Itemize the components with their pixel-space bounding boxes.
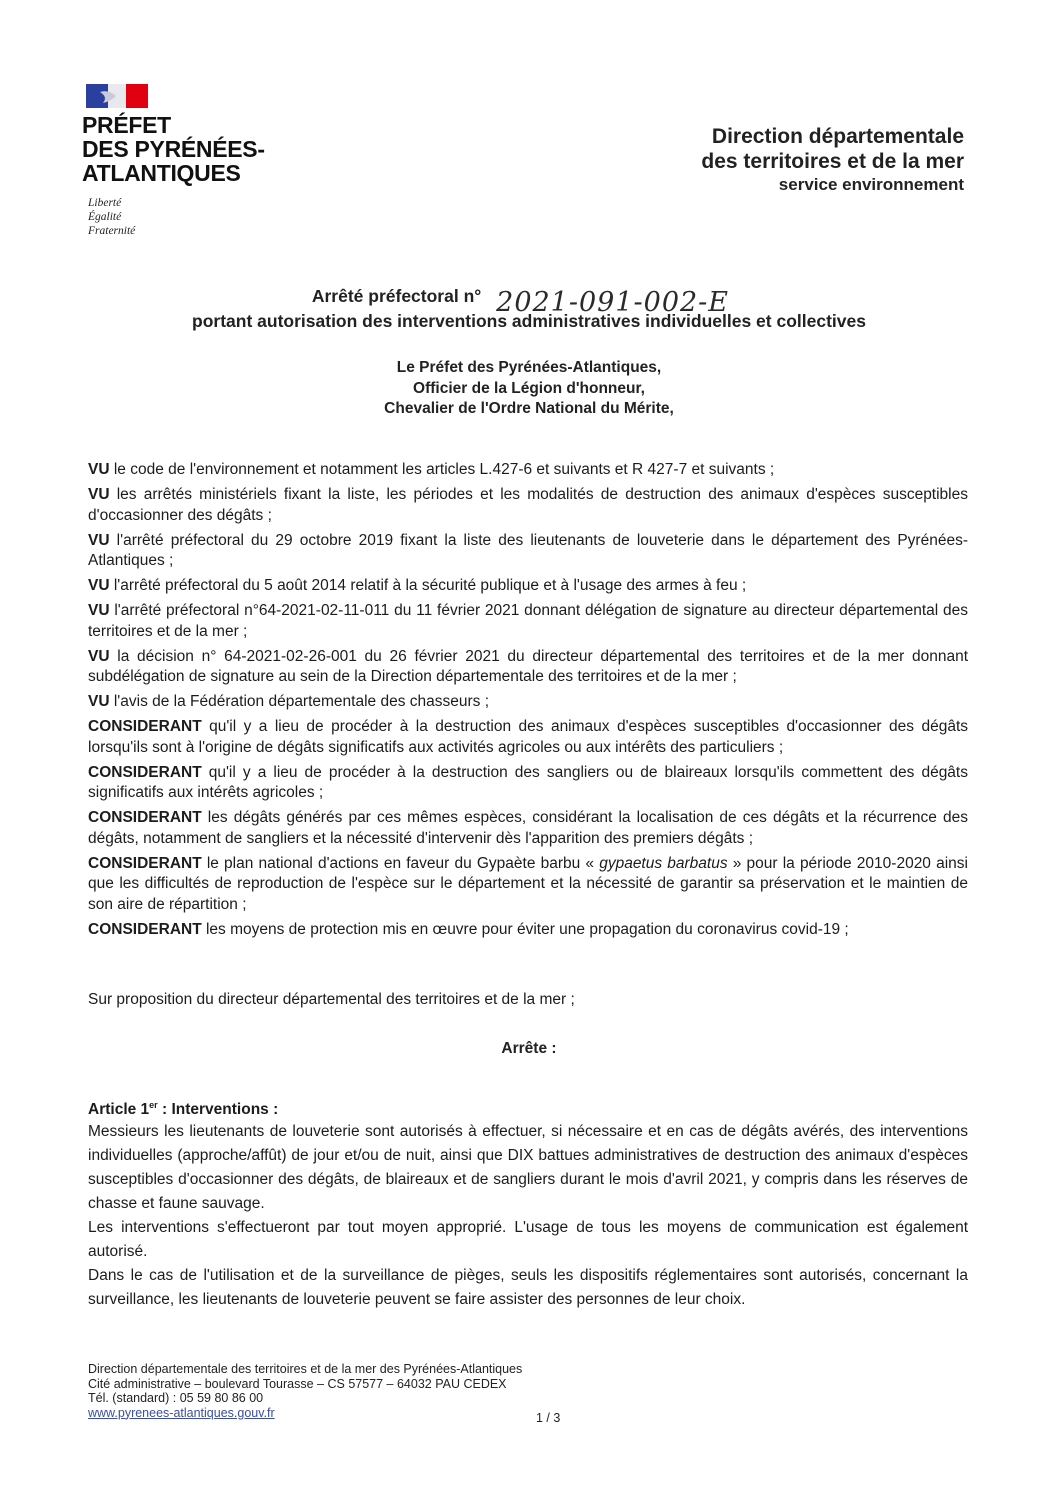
article-1-title: Article 1er : Interventions : <box>88 1100 279 1119</box>
visas-section <box>88 460 968 945</box>
handwritten-arrete-number: 2021-091-002-E <box>496 287 730 318</box>
considerant-paragraph: CONSIDERANT qu'il y a lieu de procéder à la destruction des animaux d'espèces susceptibles d'occasionner des dégâts lorsqu'ils sont à l'origine de dégâts significatifs aux activités agricoles ou aux intérêts des particuliers ; <box>88 718 968 756</box>
considerant-paragraph: CONSIDERANT les moyens de protection mis en œuvre pour éviter une propagation du coronavirus covid-19 ; <box>88 920 849 938</box>
article-paragraph: Dans le cas de l'utilisation et de la surveillance de pièges, seuls les dispositifs réglementaires sont autorisés, concernant la surveillance, les lieutenants de louveterie peuvent se faire assister des personnes de leur choix. <box>88 1267 968 1309</box>
considerant-paragraph: CONSIDERANT les dégâts générés par ces mêmes espèces, considérant la localisation de ces dégâts et la récurrence des dégâts, notamment de sangliers et la nécessité d'intervenir dès l'apparition des premiers dégâts ; <box>88 809 968 847</box>
visa-paragraph: VU le code de l'environnement et notamment les articles L.427-6 et suivants et R 427-7 et suivants ; <box>88 461 775 478</box>
footer-line: Direction départementale des territoires et de la mer des Pyrénées-Atlantiques <box>88 1362 523 1376</box>
motto-line: Fraternité <box>88 225 136 237</box>
visa-paragraph: VU l'arrêté préfectoral du 5 août 2014 relatif à la sécurité publique et à l'usage des armes à feu ; <box>88 577 747 594</box>
prefet-line: Chevalier de l'Ordre National du Mérite, <box>384 400 674 417</box>
page-number: 1 / 3 <box>536 1411 561 1425</box>
republic-motto <box>88 196 135 238</box>
direction-line: des territoires et de la mer <box>701 150 964 173</box>
visa-paragraph: VU l'arrêté préfectoral du 29 octobre 2019 fixant la liste des lieutenants de louveterie dans le département des Pyrénées-Atlantiques ; <box>88 531 968 569</box>
prefet-titles <box>0 358 1058 420</box>
marianne-flag-logo <box>86 84 148 108</box>
visa-paragraph: VU l'avis de la Fédération départementale des chasseurs ; <box>88 693 490 710</box>
visa-paragraph: VU l'arrêté préfectoral n°64-2021-02-11-011 du 11 février 2021 donnant délégation de signature au directeur départemental des territoires et de la mer ; <box>88 602 968 640</box>
document-title <box>0 284 1058 334</box>
considerant-paragraph: CONSIDERANT qu'il y a lieu de procéder à la destruction des sangliers ou de blaireaux lorsqu'ils commettent des dégâts significatifs aux intérêts agricoles ; <box>88 763 968 801</box>
article-1 <box>88 1095 968 1312</box>
prefet-line: Le Préfet des Pyrénées-Atlantiques, <box>396 359 662 376</box>
page-footer <box>88 1362 522 1420</box>
title-prefix: Arrêté préfectoral n° <box>311 286 482 306</box>
arrete-heading: Arrête : <box>501 1040 557 1057</box>
visa-paragraph: VU la décision n° 64-2021-02-26-001 du 26 février 2021 du directeur départemental des territoires et de la mer donnant subdélégation de signature au sein de la Direction départementale des territoires et de la mer ; <box>88 647 968 685</box>
direction-line: Direction départementale <box>711 125 964 148</box>
footer-line: Tél. (standard) : 05 59 80 86 00 <box>88 1391 264 1405</box>
visa-paragraph: VU les arrêtés ministériels fixant la liste, les périodes et les modalités de destruction des animaux d'espèces susceptibles d'occasionner des dégâts ; <box>88 486 968 524</box>
title-subtitle: portant autorisation des interventions administratives individuelles et collectives <box>192 311 866 331</box>
prefet-logo-text <box>82 113 265 185</box>
article-paragraph: Les interventions s'effectueront par tout moyen approprié. L'usage de tous les moyens de communication est également autorisé. <box>88 1219 968 1261</box>
prefet-line: Officier de la Légion d'honneur, <box>413 379 645 397</box>
footer-line: Cité administrative – boulevard Tourasse – CS 57577 – 64032 PAU CEDEX <box>88 1376 507 1391</box>
considerant-paragraph: CONSIDERANT le plan national d'actions en faveur du Gypaète barbu « gypaetus barbatus » pour la période 2010-2020 ainsi que les difficultés de reproduction de l'espèce sur le département et la nécessité de garantir sa préservation et le maintien de son aire de répartition ; <box>88 854 968 913</box>
motto-line: Égalité <box>88 211 122 223</box>
logo-line: ATLANTIQUES <box>82 160 241 186</box>
service-name: service environnement <box>778 175 964 194</box>
motto-line: Liberté <box>88 197 122 209</box>
logo-line: DES PYRÉNÉES- <box>82 136 265 162</box>
proposition-line: Sur proposition du directeur départemental des territoires et de la mer ; <box>88 991 575 1008</box>
logo-line: PRÉFET <box>82 112 171 138</box>
direction-header <box>701 124 964 196</box>
website-link[interactable]: www.pyrenees-atlantiques.gouv.fr <box>88 1405 275 1420</box>
article-paragraph: Messieurs les lieutenants de louveterie sont autorisés à effectuer, si nécessaire et en cas de dégâts avérés, des interventions individuelles (approche/affût) de jour et/ou de nuit, ainsi que DIX battues administratives de destruction des animaux d'espèces susceptibles d'occasionner des dégâts, de blaireaux et de sangliers durant le mois d'avril 2021, y compris dans les réserves de chasse et faune sauvage. <box>88 1123 968 1213</box>
